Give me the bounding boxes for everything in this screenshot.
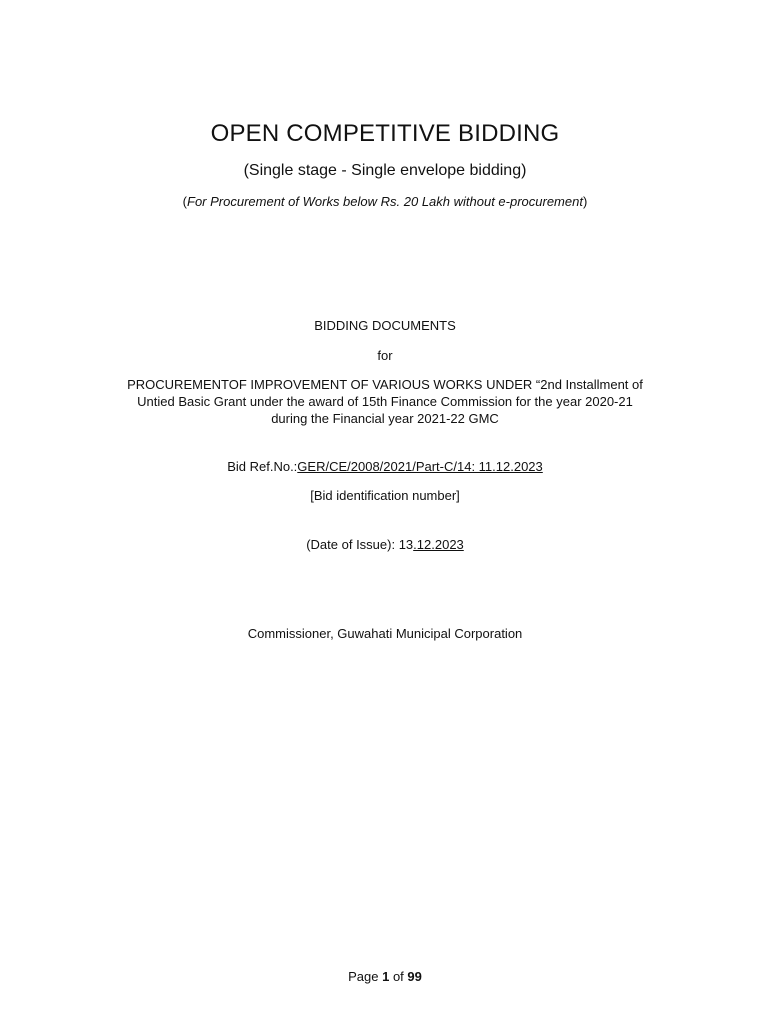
procurement-description (60, 376, 710, 427)
note-close-paren: ) (582, 194, 588, 209)
procurement-line: during the Financial year 2021-22 GMC (271, 411, 499, 426)
page-footer (0, 969, 770, 984)
total-pages: 99 (407, 969, 422, 984)
note-text: For Procurement of Works below Rs. 20 Lakh without e-procurement (187, 194, 583, 209)
document-subtitle: (Single stage - Single envelope bidding) (243, 162, 527, 179)
procurement-line: PROCUREMENTOF IMPROVEMENT OF VARIOUS WORKS UNDER “2nd Installment of (127, 377, 643, 392)
for-label: for (377, 348, 393, 363)
date-of-issue (0, 537, 770, 552)
document-title: OPEN COMPETITIVE BIDDING (210, 120, 560, 147)
issue-label: (Date of Issue): 13 (306, 537, 414, 552)
bid-ref-value: GER/CE/2008/2021/Part-C/14: 11.12.2023 (297, 459, 543, 474)
of-label: of (389, 969, 408, 984)
issue-date-value: .12.2023 (413, 537, 464, 552)
bid-reference (0, 459, 770, 474)
bid-identification-number: [Bid identification number] (310, 488, 460, 503)
procurement-line: Untied Basic Grant under the award of 15th Finance Commission for the year 2020-21 (137, 394, 633, 409)
procurement-scope-note (0, 194, 770, 209)
page-label: Page (348, 969, 383, 984)
bidding-documents-heading: BIDDING DOCUMENTS (314, 318, 456, 333)
bid-ref-label: Bid Ref.No.: (227, 459, 298, 474)
note-open-paren: ( (182, 194, 188, 209)
page-number: 1 (382, 969, 390, 984)
issuing-authority: Commissioner, Guwahati Municipal Corporation (247, 626, 523, 641)
